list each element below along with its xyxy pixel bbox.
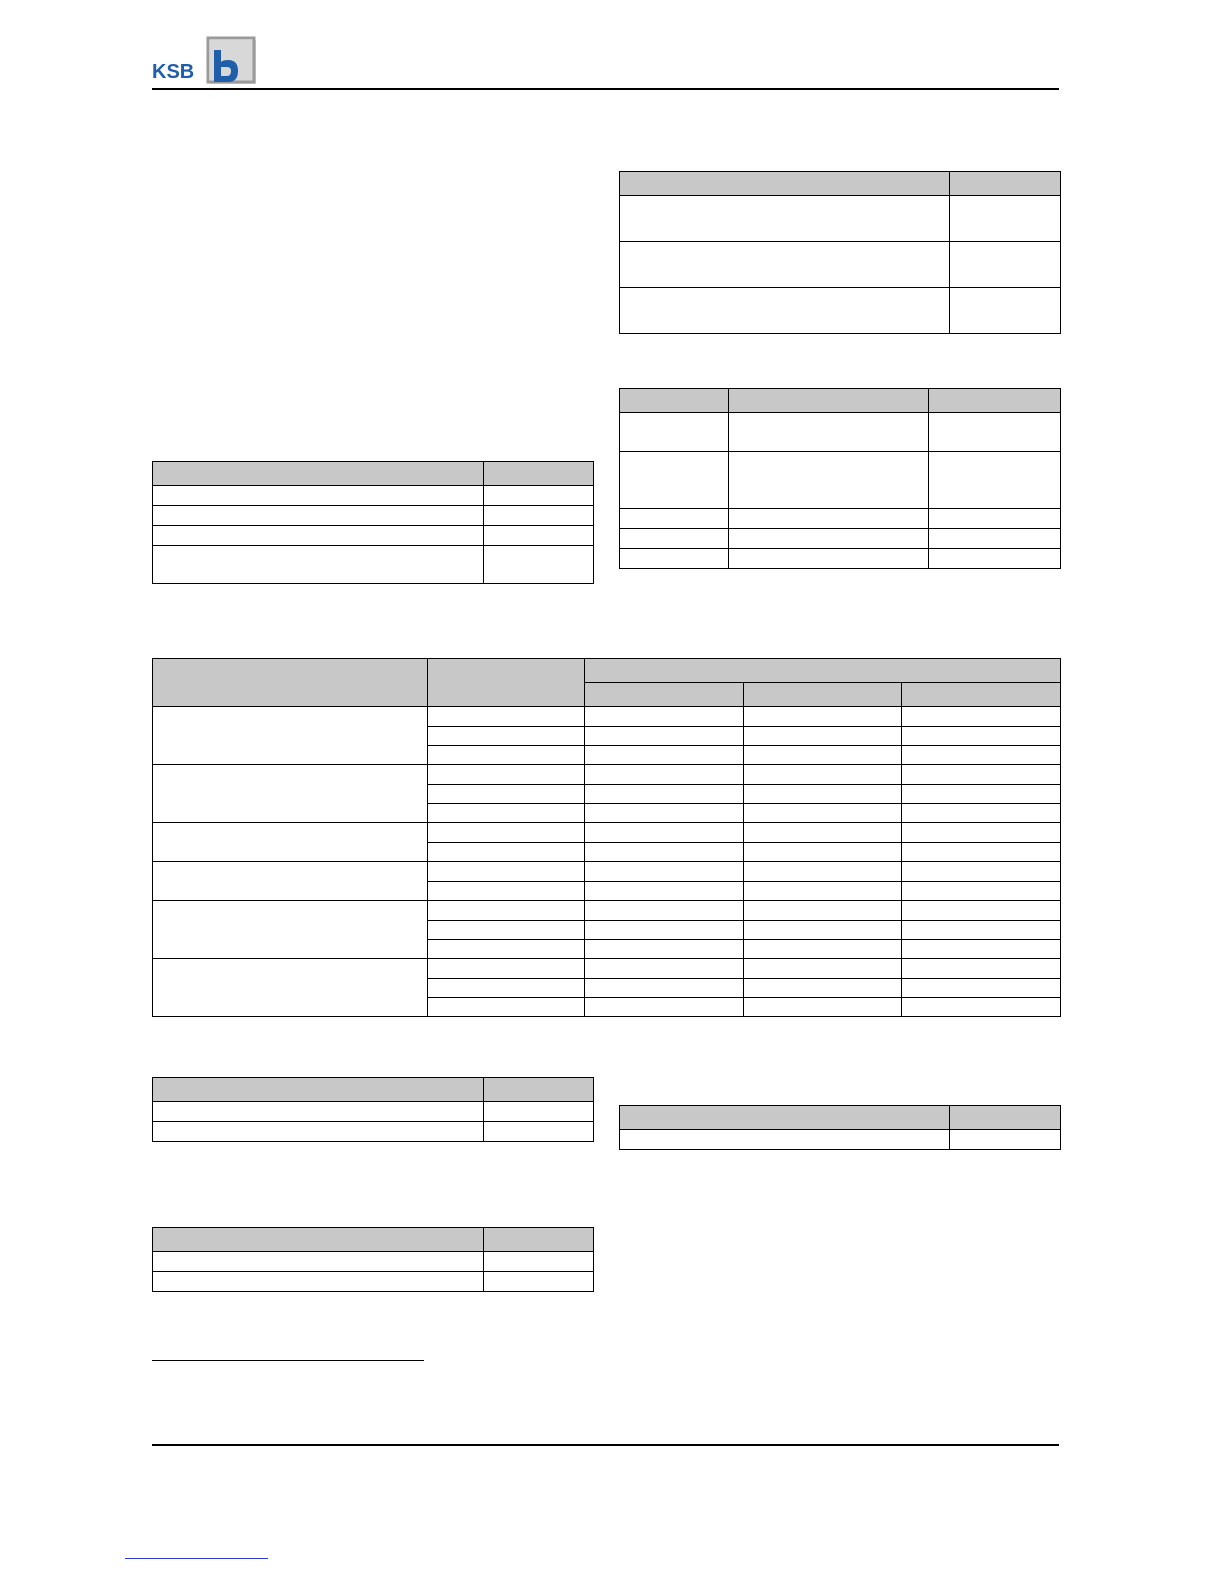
table-cell xyxy=(929,452,1061,509)
table-cell xyxy=(744,998,902,1017)
table-cell xyxy=(153,506,484,526)
table-cell xyxy=(620,413,729,452)
table-cell xyxy=(929,509,1061,529)
table-cell xyxy=(428,746,585,765)
table-cell xyxy=(428,707,585,727)
table-header-cell xyxy=(620,389,729,413)
table-cell xyxy=(902,843,1061,862)
table-cell xyxy=(929,529,1061,549)
table-cell xyxy=(428,921,585,940)
table-cell xyxy=(744,862,902,882)
table-cell xyxy=(153,1102,484,1122)
table-cell xyxy=(729,452,929,509)
header-rule xyxy=(152,88,1059,90)
table-cell xyxy=(428,901,585,921)
footer-rule xyxy=(152,1444,1059,1446)
table-cell xyxy=(902,727,1061,746)
table-cell xyxy=(585,707,744,727)
table-cell xyxy=(153,765,428,823)
table-cell xyxy=(484,546,594,584)
table-cell xyxy=(428,765,585,785)
bottom-link-underline[interactable] xyxy=(125,1558,268,1559)
table-header-cell xyxy=(929,389,1061,413)
table-cell xyxy=(484,486,594,506)
table-cell xyxy=(902,979,1061,998)
table-cell xyxy=(585,979,744,998)
table-cell xyxy=(153,707,428,765)
table-header-cell xyxy=(484,462,594,486)
table-header-cell xyxy=(585,683,744,707)
table-cell xyxy=(902,823,1061,843)
table-cell xyxy=(153,546,484,584)
table-cell xyxy=(153,959,428,1017)
table-cell xyxy=(620,288,950,334)
table-cell xyxy=(484,1272,594,1292)
table-cell xyxy=(744,979,902,998)
table-cell xyxy=(620,549,729,569)
table-top-right-a xyxy=(619,171,1061,334)
table-header-cell xyxy=(585,659,1061,683)
table-cell xyxy=(153,486,484,506)
table-header-cell xyxy=(153,462,484,486)
table-cell xyxy=(153,1252,484,1272)
table-cell xyxy=(428,727,585,746)
table-cell xyxy=(929,549,1061,569)
table-cell xyxy=(729,529,929,549)
table-left-c xyxy=(152,1227,594,1292)
table-header-cell xyxy=(484,1078,594,1102)
table-header-cell xyxy=(484,1228,594,1252)
table-cell xyxy=(153,1122,484,1142)
table-cell xyxy=(744,959,902,979)
table-cell xyxy=(428,959,585,979)
table-cell xyxy=(902,785,1061,804)
table-cell xyxy=(620,196,950,242)
table-cell xyxy=(428,862,585,882)
table-cell xyxy=(729,413,929,452)
table-cell xyxy=(902,882,1061,901)
table-header-cell xyxy=(620,1106,950,1130)
table-cell xyxy=(744,765,902,785)
logo-wordmark: KSB xyxy=(152,61,195,83)
table-header-cell xyxy=(950,1106,1061,1130)
table-cell xyxy=(620,242,950,288)
table-cell xyxy=(585,746,744,765)
table-cell xyxy=(585,998,744,1017)
table-header-cell xyxy=(428,659,585,707)
table-cell xyxy=(950,242,1061,288)
table-cell xyxy=(744,746,902,765)
table-cell xyxy=(620,529,729,549)
table-cell xyxy=(484,1252,594,1272)
table-cell xyxy=(585,901,744,921)
table-cell xyxy=(744,785,902,804)
table-cell xyxy=(744,707,902,727)
table-left-b xyxy=(152,1077,594,1142)
table-cell xyxy=(744,940,902,959)
table-header-cell xyxy=(729,389,929,413)
table-cell xyxy=(744,882,902,901)
footnote-rule xyxy=(152,1360,424,1361)
ksb-logo xyxy=(152,36,262,88)
table-cell xyxy=(428,979,585,998)
table-cell xyxy=(585,959,744,979)
table-cell xyxy=(153,862,428,901)
table-header-cell xyxy=(153,1228,484,1252)
table-cell xyxy=(744,804,902,823)
table-header-cell xyxy=(744,683,902,707)
table-cell xyxy=(744,823,902,843)
table-cell xyxy=(902,940,1061,959)
table-cell xyxy=(428,804,585,823)
table-cell xyxy=(585,804,744,823)
table-cell xyxy=(428,785,585,804)
table-cell xyxy=(153,901,428,959)
table-cell xyxy=(902,921,1061,940)
table-left-a xyxy=(152,461,594,584)
table-header-cell xyxy=(902,683,1061,707)
table-cell xyxy=(620,509,729,529)
table-cell xyxy=(153,823,428,862)
table-header-cell xyxy=(950,172,1061,196)
table-cell xyxy=(428,882,585,901)
table-cell xyxy=(585,862,744,882)
table-cell xyxy=(950,1130,1061,1150)
table-cell xyxy=(929,413,1061,452)
table-top-right-b xyxy=(619,388,1061,569)
table-cell xyxy=(153,526,484,546)
table-cell xyxy=(428,823,585,843)
table-main-grid xyxy=(152,658,1061,1017)
logo-mark-icon xyxy=(152,36,262,88)
table-cell xyxy=(902,901,1061,921)
table-cell xyxy=(902,862,1061,882)
table-cell xyxy=(585,843,744,862)
table-cell xyxy=(153,1272,484,1292)
table-header-cell xyxy=(620,172,950,196)
table-cell xyxy=(585,921,744,940)
table-cell xyxy=(620,452,729,509)
table-cell xyxy=(902,707,1061,727)
table-cell xyxy=(484,1122,594,1142)
table-cell xyxy=(744,921,902,940)
table-cell xyxy=(744,901,902,921)
table-cell xyxy=(902,959,1061,979)
table-cell xyxy=(744,843,902,862)
table-cell xyxy=(744,727,902,746)
table-cell xyxy=(428,940,585,959)
table-cell xyxy=(950,196,1061,242)
table-cell xyxy=(585,727,744,746)
table-header-cell xyxy=(153,659,428,707)
table-cell xyxy=(950,288,1061,334)
table-right-c xyxy=(619,1105,1061,1150)
table-cell xyxy=(729,549,929,569)
table-cell xyxy=(585,823,744,843)
table-cell xyxy=(902,998,1061,1017)
table-cell xyxy=(902,804,1061,823)
table-cell xyxy=(585,765,744,785)
table-cell xyxy=(484,506,594,526)
table-cell xyxy=(585,940,744,959)
table-cell xyxy=(585,785,744,804)
table-cell xyxy=(620,1130,950,1150)
table-cell xyxy=(902,765,1061,785)
table-cell xyxy=(428,843,585,862)
table-cell xyxy=(729,509,929,529)
table-cell xyxy=(484,1102,594,1122)
table-header-cell xyxy=(153,1078,484,1102)
table-cell xyxy=(585,882,744,901)
table-cell xyxy=(902,746,1061,765)
table-cell xyxy=(484,526,594,546)
table-cell xyxy=(428,998,585,1017)
